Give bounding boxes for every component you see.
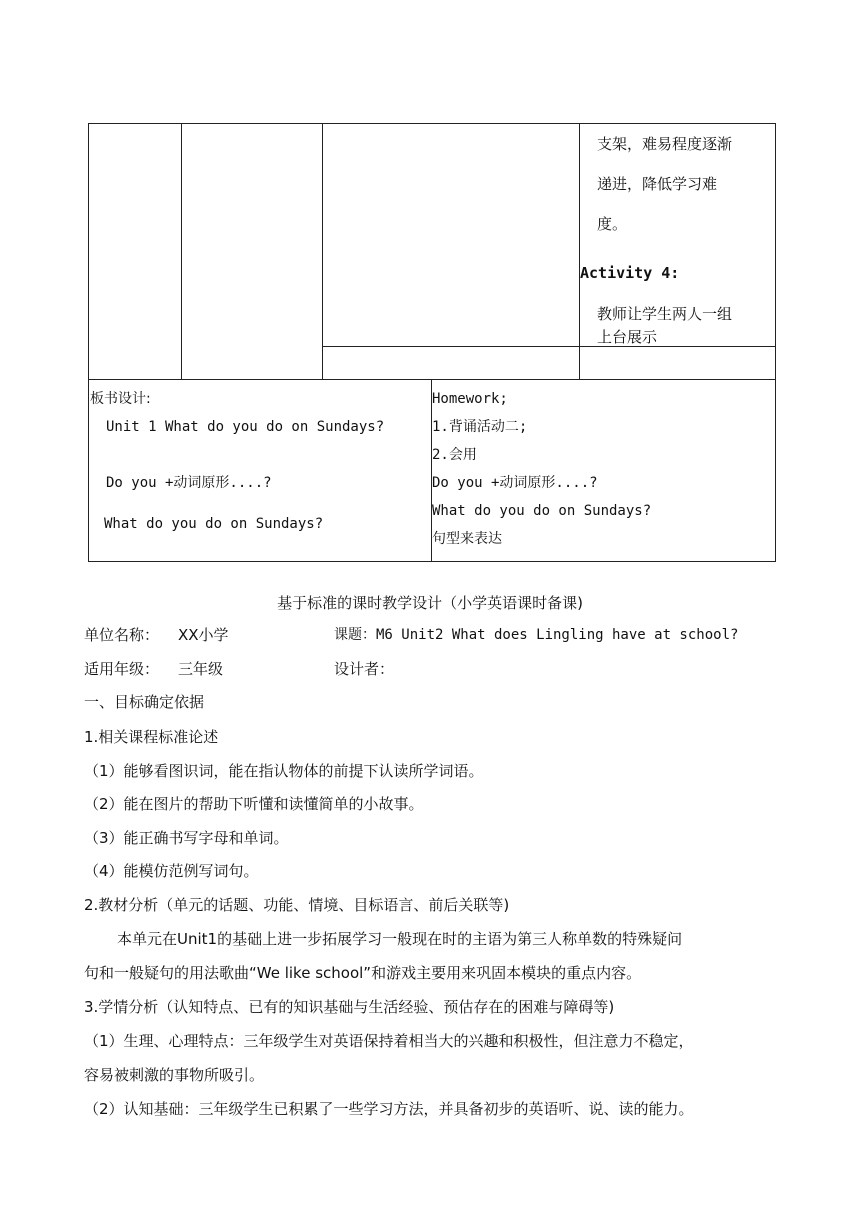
table-divider xyxy=(181,123,182,380)
paragraph-line: 容易被刺激的事物所吸引。 xyxy=(84,1066,265,1084)
grade-label: 适用年级： xyxy=(84,660,160,678)
paragraph-line: 本单元在Unit1的基础上进一步拓展学习一般现在时的主语为第三人称单数的特殊疑问 xyxy=(117,930,683,948)
table-divider xyxy=(322,346,776,347)
subsection-heading: 2.教材分析（单元的话题、功能、情境、目标语言、前后关联等) xyxy=(84,896,510,914)
unit-value: XX小学 xyxy=(178,626,229,644)
table-divider xyxy=(322,123,323,380)
cell-text: 支架，难易程度逐渐 xyxy=(597,135,733,153)
unit-label: 单位名称： xyxy=(84,626,160,644)
subsection-heading: 1.相关课程标准论述 xyxy=(84,728,219,746)
paragraph-line: （1）生理、心理特点：三年级学生对英语保持着相当大的兴趣和积极性，但注意力不稳定， xyxy=(84,1032,694,1050)
lesson-steps-table xyxy=(88,123,776,380)
cell-text: 度。 xyxy=(597,215,628,233)
homework-label: Homework; xyxy=(432,391,508,407)
designer-label: 设计者： xyxy=(334,660,395,678)
board-line: Do you +动词原形....? xyxy=(106,475,272,491)
homework-item: What do you do on Sundays? xyxy=(432,503,652,519)
subsection-heading: 3.学情分析（认知特点、已有的知识基础与生活经验、预估存在的困难与障碍等) xyxy=(84,998,615,1016)
doc-title: 基于标准的课时教学设计（小学英语课时备课) xyxy=(277,594,583,612)
standard-item: （3）能正确书写字母和单词。 xyxy=(84,829,289,847)
homework-item: 1.背诵活动二; xyxy=(432,419,528,435)
lesson-topic: 课题：M6 Unit2 What does Lingling have at school? xyxy=(334,627,739,643)
board-design-label: 板书设计: xyxy=(90,391,151,407)
table-divider xyxy=(579,123,580,380)
standard-item: （2）能在图片的帮助下听懂和读懂简单的小故事。 xyxy=(84,795,424,813)
cell-text: 教师让学生两人一组 xyxy=(597,305,733,323)
paragraph-line: 句和一般疑句的用法歌曲“We like school”和游戏主要用来巩固本模块的重点内容。 xyxy=(84,964,642,982)
homework-item: 2.会用 xyxy=(432,447,477,463)
paragraph-line: （2）认知基础：三年级学生已积累了一些学习方法，并具备初步的英语听、说、读的能力。 xyxy=(84,1100,694,1118)
standard-item: （1）能够看图识词，能在指认物体的前提下认读所学词语。 xyxy=(84,762,484,780)
homework-item: 句型来表达 xyxy=(432,531,502,547)
grade-value: 三年级 xyxy=(178,660,224,678)
activity-title: Activity 4: xyxy=(580,264,680,282)
cell-text: 上台展示 xyxy=(597,328,658,346)
board-line: What do you do on Sundays? xyxy=(104,516,324,532)
board-line: Unit 1 What do you do on Sundays? xyxy=(106,419,385,435)
standard-item: （4）能模仿范例写词句。 xyxy=(84,862,259,880)
homework-item: Do you +动词原形....? xyxy=(432,475,598,491)
section-heading: 一、目标确定依据 xyxy=(84,693,205,711)
cell-text: 递进，降低学习难 xyxy=(597,175,718,193)
